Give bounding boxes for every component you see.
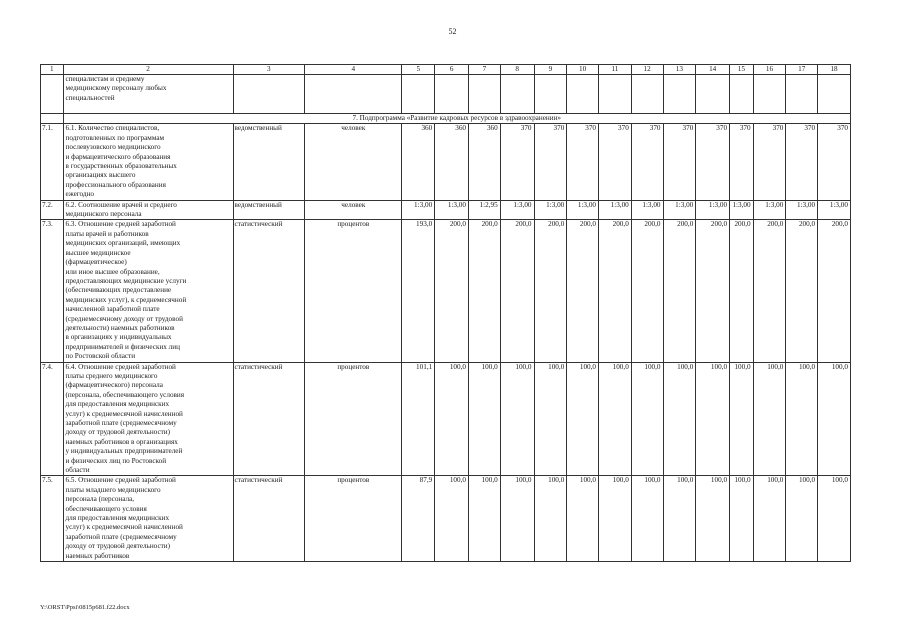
header-cell: 9 <box>534 65 567 75</box>
header-cell: 3 <box>233 65 305 75</box>
indicator-value: 200,0 <box>435 220 469 362</box>
indicator-type: статистический <box>233 220 305 362</box>
indicator-value: 1:3,00 <box>696 200 730 220</box>
indicator-value: 370 <box>599 124 632 200</box>
indicator-value: 200,0 <box>599 220 632 362</box>
row-number: 7.5. <box>41 476 64 562</box>
indicator-value: 100,0 <box>663 476 696 562</box>
indicator-value: 200,0 <box>818 220 851 362</box>
indicator-value: 100,0 <box>753 362 786 476</box>
indicator-type: ведомственный <box>233 124 305 200</box>
indicator-value: 193,0 <box>402 220 435 362</box>
table-row <box>41 476 851 562</box>
indicator-value: 370 <box>730 124 754 200</box>
indicator-value: 100,0 <box>631 476 663 562</box>
indicator-value: 370 <box>663 124 696 200</box>
indicator-value: 1:3,00 <box>402 200 435 220</box>
indicator-value: 1:3,00 <box>730 200 754 220</box>
header-cell: 5 <box>402 65 435 75</box>
indicator-value: 100,0 <box>696 362 730 476</box>
indicator-value: 1:3,00 <box>500 200 534 220</box>
file-path-footer: Y:\ORST\Ppsi\0815p681.f22.docx <box>40 604 130 611</box>
indicator-type: статистический <box>233 362 305 476</box>
indicator-value: 1:3,00 <box>663 200 696 220</box>
indicator-value: 100,0 <box>500 476 534 562</box>
indicator-value: 200,0 <box>730 220 754 362</box>
indicators-table <box>40 64 851 562</box>
indicator-value: 100,0 <box>534 362 567 476</box>
header-cell: 14 <box>696 65 730 75</box>
header-cell: 15 <box>730 65 754 75</box>
table-row <box>41 124 851 200</box>
indicator-value: 200,0 <box>534 220 567 362</box>
indicator-description: 6.2. Соотношение врачей и среднего медицинского персонала <box>63 200 233 220</box>
header-cell: 13 <box>663 65 696 75</box>
indicator-value: 370 <box>696 124 730 200</box>
indicator-value: 200,0 <box>753 220 786 362</box>
indicator-value: 100,0 <box>730 476 754 562</box>
indicator-description: 6.4. Отношение средней заработной платы среднего медицинского (фармацевтического) персонала (персонала, обеспечивающего условия для предоставления медицинских услуг) к среднемесячной начисленной заработной плате (среднемесячному доходу от трудовой деятельности) наемных работников в организациях у индивидуальных предпринимателей и физических лиц по Ростовской области <box>63 362 233 476</box>
continuation-text: специалистам и среднему медицинскому персоналу любых специальностей <box>63 75 233 114</box>
indicator-value: 1:3,00 <box>534 200 567 220</box>
indicator-unit: процентов <box>305 220 402 362</box>
indicator-unit: человек <box>305 200 402 220</box>
indicator-value: 100,0 <box>786 476 818 562</box>
indicator-value: 370 <box>753 124 786 200</box>
row-number: 7.4. <box>41 362 64 476</box>
indicator-value: 101,1 <box>402 362 435 476</box>
indicator-type: ведомственный <box>233 200 305 220</box>
indicator-value: 100,0 <box>818 476 851 562</box>
indicator-value: 100,0 <box>786 362 818 476</box>
indicator-value: 100,0 <box>567 476 599 562</box>
indicator-value: 100,0 <box>599 476 632 562</box>
header-cell: 2 <box>63 65 233 75</box>
indicator-value: 360 <box>469 124 501 200</box>
indicator-value: 1:3,00 <box>435 200 469 220</box>
indicator-value: 100,0 <box>730 362 754 476</box>
header-cell: 18 <box>818 65 851 75</box>
indicator-unit: процентов <box>305 362 402 476</box>
header-cell: 7 <box>469 65 501 75</box>
indicator-value: 370 <box>818 124 851 200</box>
header-cell: 4 <box>305 65 402 75</box>
indicator-value: 1:3,00 <box>753 200 786 220</box>
indicator-value: 1:3,00 <box>599 200 632 220</box>
indicator-value: 100,0 <box>500 362 534 476</box>
header-cell: 1 <box>41 65 64 75</box>
indicator-value: 1:3,00 <box>567 200 599 220</box>
indicator-value: 200,0 <box>469 220 501 362</box>
header-cell: 11 <box>599 65 632 75</box>
indicator-unit: процентов <box>305 476 402 562</box>
indicator-value: 1:2,95 <box>469 200 501 220</box>
indicator-value: 100,0 <box>696 476 730 562</box>
indicator-value: 200,0 <box>567 220 599 362</box>
indicator-value: 370 <box>567 124 599 200</box>
indicator-value: 370 <box>786 124 818 200</box>
header-cell: 6 <box>435 65 469 75</box>
indicator-value: 200,0 <box>663 220 696 362</box>
indicator-value: 100,0 <box>567 362 599 476</box>
indicator-value: 100,0 <box>818 362 851 476</box>
page-number: 52 <box>448 27 457 36</box>
indicator-value: 87,9 <box>402 476 435 562</box>
indicator-value: 200,0 <box>631 220 663 362</box>
indicator-value: 360 <box>435 124 469 200</box>
indicator-value: 100,0 <box>631 362 663 476</box>
indicator-description: 6.1. Количество специалистов, подготовленных по программам послевузовского медицинского и фармацевтического образования в государственных образовательных организациях высшего профессионального образования ежегодно <box>63 124 233 200</box>
subprogram-row <box>41 114 851 124</box>
table-row <box>41 362 851 476</box>
indicator-type: статистический <box>233 476 305 562</box>
indicator-unit: человек <box>305 124 402 200</box>
indicator-value: 370 <box>534 124 567 200</box>
indicator-value: 100,0 <box>469 476 501 562</box>
row-number: 7.1. <box>41 124 64 200</box>
indicator-value: 100,0 <box>469 362 501 476</box>
indicator-description: 6.3. Отношение средней заработной платы врачей и работников медицинских организаций, имеющих высшее медицинское (фармацевтическое) или иное высшее образование, предоставляющих медицинские услуги (обеспечивающих предоставление медицинских услуг), к среднемесячной начисленной заработной плате (среднемесячному доходу от трудовой деятельности) наемных работников в организациях у индивидуальных предпринимателей и физических лиц по Ростовской области <box>63 220 233 362</box>
indicator-value: 370 <box>631 124 663 200</box>
indicator-value: 1:3,00 <box>786 200 818 220</box>
indicator-value: 1:3,00 <box>631 200 663 220</box>
header-cell: 17 <box>786 65 818 75</box>
indicator-value: 100,0 <box>534 476 567 562</box>
indicator-value: 100,0 <box>599 362 632 476</box>
table-row <box>41 200 851 220</box>
indicator-value: 100,0 <box>663 362 696 476</box>
table-row <box>41 220 851 362</box>
continuation-row <box>41 75 851 114</box>
indicator-description: 6.5. Отношение средней заработной платы младшего медицинского персонала (персонала, обеспечивающего условия для предоставления медицинских услуг) к среднемесячной начисленной заработной плате (среднемесячному доходу от трудовой деятельности) наемных работников <box>63 476 233 562</box>
header-row <box>41 65 851 75</box>
row-number: 7.3. <box>41 220 64 362</box>
subprogram-title: 7. Подпрограмма «Развитие кадровых ресурсов в здравоохранении» <box>63 114 850 124</box>
row-number: 7.2. <box>41 200 64 220</box>
continuation-no <box>41 75 64 114</box>
header-cell: 10 <box>567 65 599 75</box>
indicator-value: 1:3,00 <box>818 200 851 220</box>
indicator-value: 200,0 <box>786 220 818 362</box>
indicator-value: 200,0 <box>500 220 534 362</box>
indicator-value: 100,0 <box>753 476 786 562</box>
indicator-value: 360 <box>402 124 435 200</box>
indicator-value: 100,0 <box>435 476 469 562</box>
indicator-value: 200,0 <box>696 220 730 362</box>
indicator-value: 100,0 <box>435 362 469 476</box>
header-cell: 16 <box>753 65 786 75</box>
header-cell: 12 <box>631 65 663 75</box>
header-cell: 8 <box>500 65 534 75</box>
indicator-value: 370 <box>500 124 534 200</box>
